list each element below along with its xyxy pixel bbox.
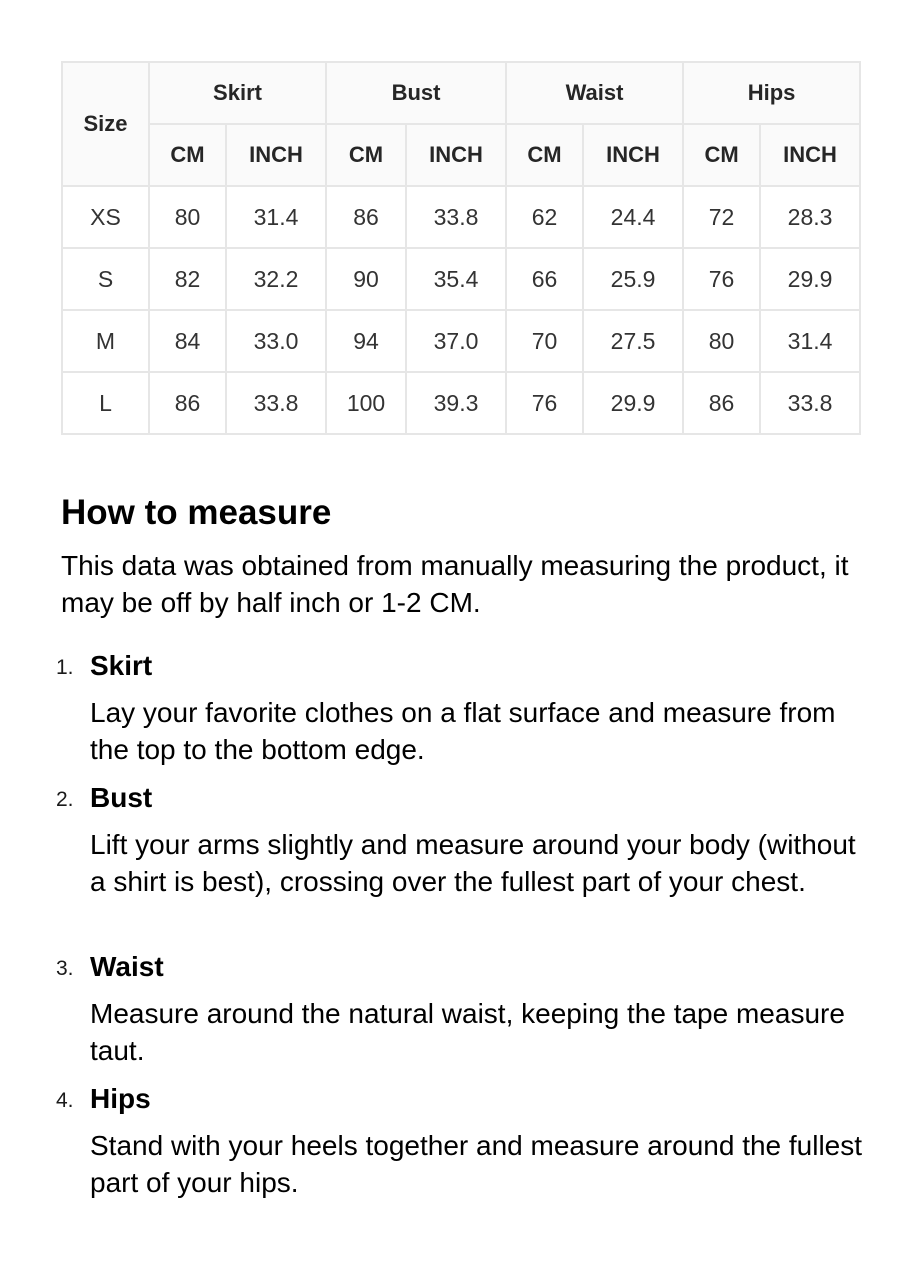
unit-header: CM bbox=[506, 124, 583, 186]
unit-header: CM bbox=[149, 124, 226, 186]
measurement-cell: 28.3 bbox=[760, 186, 860, 248]
measurement-cell: 31.4 bbox=[226, 186, 326, 248]
table-row bbox=[62, 310, 860, 372]
measurement-cell: 25.9 bbox=[583, 248, 683, 310]
step-title: Waist bbox=[90, 951, 164, 982]
measurement-cell: 94 bbox=[326, 310, 406, 372]
step-description: Lift your arms slightly and measure around your body (without a shirt is best), crossing over the fullest part of your chest. bbox=[90, 829, 856, 897]
measurement-cell: 32.2 bbox=[226, 248, 326, 310]
unit-header: CM bbox=[683, 124, 760, 186]
measurement-cell: 70 bbox=[506, 310, 583, 372]
measurement-cell: 33.0 bbox=[226, 310, 326, 372]
size-column-header: Size bbox=[62, 62, 149, 186]
unit-header: INCH bbox=[583, 124, 683, 186]
measurement-cell: 84 bbox=[149, 310, 226, 372]
group-header-skirt: Skirt bbox=[149, 62, 326, 124]
measurement-cell: 90 bbox=[326, 248, 406, 310]
step-number: 3. bbox=[56, 957, 74, 980]
measurement-cell: 27.5 bbox=[583, 310, 683, 372]
step-description: Lay your favorite clothes on a flat surface and measure from the top to the bottom edge. bbox=[90, 697, 836, 765]
measurement-cell: 72 bbox=[683, 186, 760, 248]
table-row bbox=[62, 186, 860, 248]
measurement-cell: 39.3 bbox=[406, 372, 506, 434]
step-description: Measure around the natural waist, keeping the tape measure taut. bbox=[90, 998, 845, 1066]
step-title: Hips bbox=[90, 1083, 151, 1114]
measurement-cell: 76 bbox=[506, 372, 583, 434]
measurement-cell: 76 bbox=[683, 248, 760, 310]
measurement-cell: 86 bbox=[326, 186, 406, 248]
measurement-cell: 33.8 bbox=[760, 372, 860, 434]
intro-text: This data was obtained from manually measuring the product, it may be off by half inch or 1-2 CM. bbox=[61, 550, 849, 618]
step-description: Stand with your heels together and measure around the fullest part of your hips. bbox=[90, 1130, 863, 1198]
measurement-cell: 37.0 bbox=[406, 310, 506, 372]
measurement-cell: 100 bbox=[326, 372, 406, 434]
step-title: Bust bbox=[90, 782, 153, 813]
unit-header: INCH bbox=[226, 124, 326, 186]
step-title: Skirt bbox=[90, 650, 153, 681]
measurement-cell: 80 bbox=[683, 310, 760, 372]
unit-header: INCH bbox=[406, 124, 506, 186]
measurement-cell: 35.4 bbox=[406, 248, 506, 310]
size-cell: L bbox=[62, 372, 149, 434]
measurement-cell: 80 bbox=[149, 186, 226, 248]
table-body bbox=[62, 186, 860, 434]
measurement-cell: 86 bbox=[683, 372, 760, 434]
unit-header: INCH bbox=[760, 124, 860, 186]
measurement-cell: 31.4 bbox=[760, 310, 860, 372]
group-header-bust: Bust bbox=[326, 62, 506, 124]
measurement-cell: 29.9 bbox=[760, 248, 860, 310]
measurement-cell: 29.9 bbox=[583, 372, 683, 434]
section-title: How to measure bbox=[61, 493, 332, 532]
measurement-cell: 33.8 bbox=[406, 186, 506, 248]
measurement-cell: 62 bbox=[506, 186, 583, 248]
table-row bbox=[62, 248, 860, 310]
size-chart-table bbox=[61, 61, 861, 435]
size-cell: XS bbox=[62, 186, 149, 248]
size-cell: M bbox=[62, 310, 149, 372]
step-number: 4. bbox=[56, 1089, 74, 1112]
step-number: 2. bbox=[56, 788, 74, 811]
group-header-hips: Hips bbox=[683, 62, 860, 124]
step-number: 1. bbox=[56, 656, 74, 679]
measurement-cell: 33.8 bbox=[226, 372, 326, 434]
table-header-row-groups bbox=[62, 62, 860, 124]
unit-header: CM bbox=[326, 124, 406, 186]
table-header-row-units bbox=[62, 124, 860, 186]
size-cell: S bbox=[62, 248, 149, 310]
measurement-cell: 82 bbox=[149, 248, 226, 310]
measurement-cell: 66 bbox=[506, 248, 583, 310]
table-row bbox=[62, 372, 860, 434]
measurement-cell: 86 bbox=[149, 372, 226, 434]
group-header-waist: Waist bbox=[506, 62, 683, 124]
measurement-cell: 24.4 bbox=[583, 186, 683, 248]
